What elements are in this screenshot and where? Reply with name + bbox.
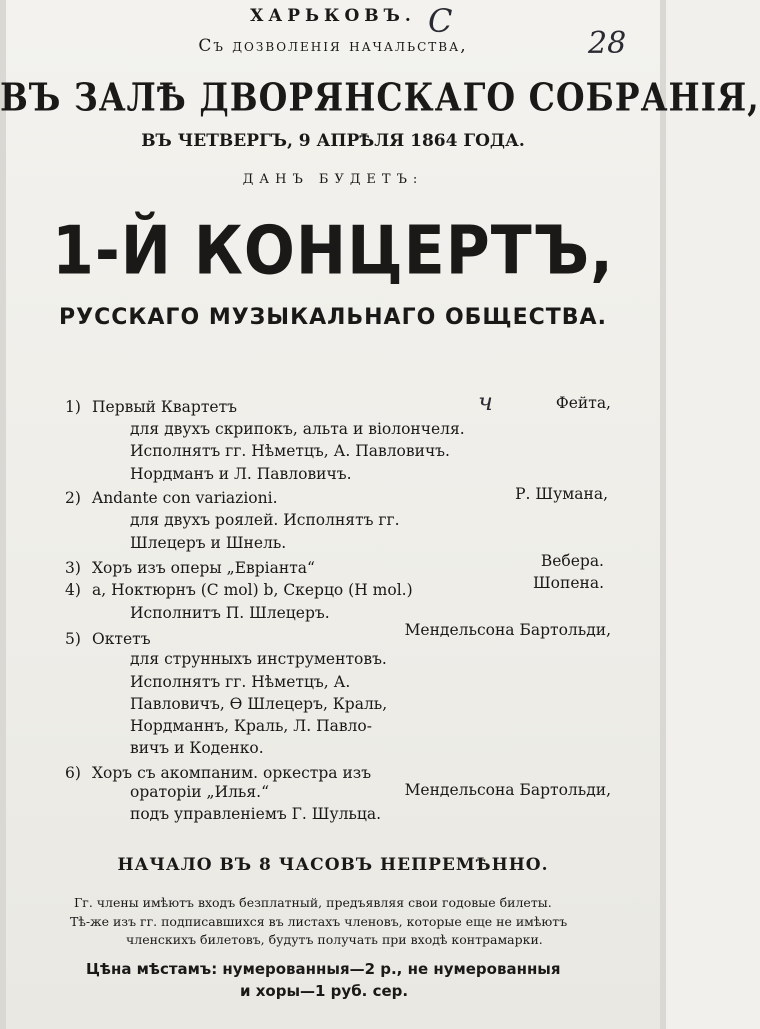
program-item-1-title: Первый Квартетъ (92, 398, 238, 416)
program-item-3-number: 3) (65, 559, 81, 577)
program-item-4-number: 4) (65, 581, 81, 599)
program-item-2-composer: Р. Шумана, (515, 485, 608, 503)
program-item-5-line-1: для струнныхъ инструментовъ. (130, 650, 387, 668)
program-item-1-line-2: Исполнятъ гг. Нѣметцъ, А. Павловичъ. (130, 442, 450, 460)
program-item-5-line-3: Павловичъ, Ѳ Шлецеръ, Краль, (130, 695, 388, 713)
program-item-2-number: 2) (65, 489, 81, 507)
program-item-5-line-5: вичъ и Коденко. (130, 739, 264, 757)
program-item-5-line-2: Исполнятъ гг. Нѣметцъ, А. (130, 673, 351, 691)
city-heading: ХАРЬКОВЪ. (250, 6, 416, 26)
price-line-2: и хоры—1 руб. сер. (240, 982, 409, 1000)
program-item-3-title: Хоръ изъ оперы „Евріанта“ (92, 559, 315, 577)
program-item-1-line-3: Нордманъ и Л. Павловичъ. (130, 465, 352, 483)
handwritten-page-number: 28 (588, 26, 627, 61)
program-item-5-line-4: Нордманнъ, Краль, Л. Павло- (130, 717, 372, 735)
concert-title: 1-Й КОНЦЕРТЪ, (52, 211, 614, 291)
program-item-2-title: Andante con variazioni. (92, 489, 278, 507)
program-item-5-number: 5) (65, 630, 81, 648)
members-note-line-1: Гг. члены имѣютъ входъ безплатный, предъявляя свои годовые билеты. (74, 895, 552, 910)
program-item-6-line-1: ораторіи „Илья.“ (130, 783, 270, 801)
date-line: ВЪ ЧЕТВЕРГЪ, 9 АПРѢЛЯ 1864 ГОДА. (141, 131, 525, 151)
society-title: РУССКАГО МУЗЫКАЛЬНАГО ОБЩЕСТВА. (59, 305, 607, 330)
members-note-line-3: членскихъ билетовъ, будутъ получать при входѣ контрамарки. (126, 932, 543, 947)
program-item-5-title: Октетъ (92, 630, 151, 648)
program-item-1-composer: Фейта, (555, 394, 611, 412)
program-item-6-composer: Мендельсона Бартольди, (404, 781, 611, 799)
price-line-1: Цѣна мѣстамъ: нумерованныя—2 р., не нумерованныя (86, 960, 561, 978)
program-item-4-line-1: Исполнитъ П. Шлецеръ. (130, 604, 330, 622)
venue-heading: ВЪ ЗАЛѢ ДВОРЯНСКАГО СОБРАНІЯ, (0, 75, 760, 120)
handwritten-ch-mark: ч (478, 388, 493, 416)
start-time-heading: НАЧАЛО ВЪ 8 ЧАСОВЪ НЕПРЕМѢННО. (117, 855, 549, 875)
program-item-6-number: 6) (65, 764, 81, 782)
program-item-1-line-1: для двухъ скрипокъ, альта и віолончеля. (130, 420, 465, 438)
program-item-5-composer: Мендельсона Бартольди, (404, 621, 611, 639)
program-item-3-composer: Вебера. (540, 552, 604, 570)
program-item-6-title: Хоръ съ акомпаним. оркестра изъ (92, 764, 372, 782)
program-item-4-composer: Шопена. (532, 574, 604, 592)
handwritten-c-mark: C (428, 2, 453, 40)
program-item-4-title: a, Ноктюрнъ (C mol) b, Скерцо (H mol.) (92, 581, 413, 599)
program-item-1-number: 1) (65, 398, 81, 416)
program-item-2-line-2: Шлецеръ и Шнель. (130, 534, 287, 552)
permission-line: Съ дозволенія начальства, (198, 36, 468, 56)
program-item-2-line-1: для двухъ роялей. Исполнятъ гг. (130, 511, 400, 529)
members-note-line-2: Тѣ-же изъ гг. подписавшихся въ листахъ членовъ, которые еще не имѣютъ (70, 914, 568, 929)
will-be-given-line: ДАНЪ БУДЕТЪ: (242, 172, 424, 187)
program-item-6-line-2: подъ управленіемъ Г. Шульца. (130, 805, 382, 823)
